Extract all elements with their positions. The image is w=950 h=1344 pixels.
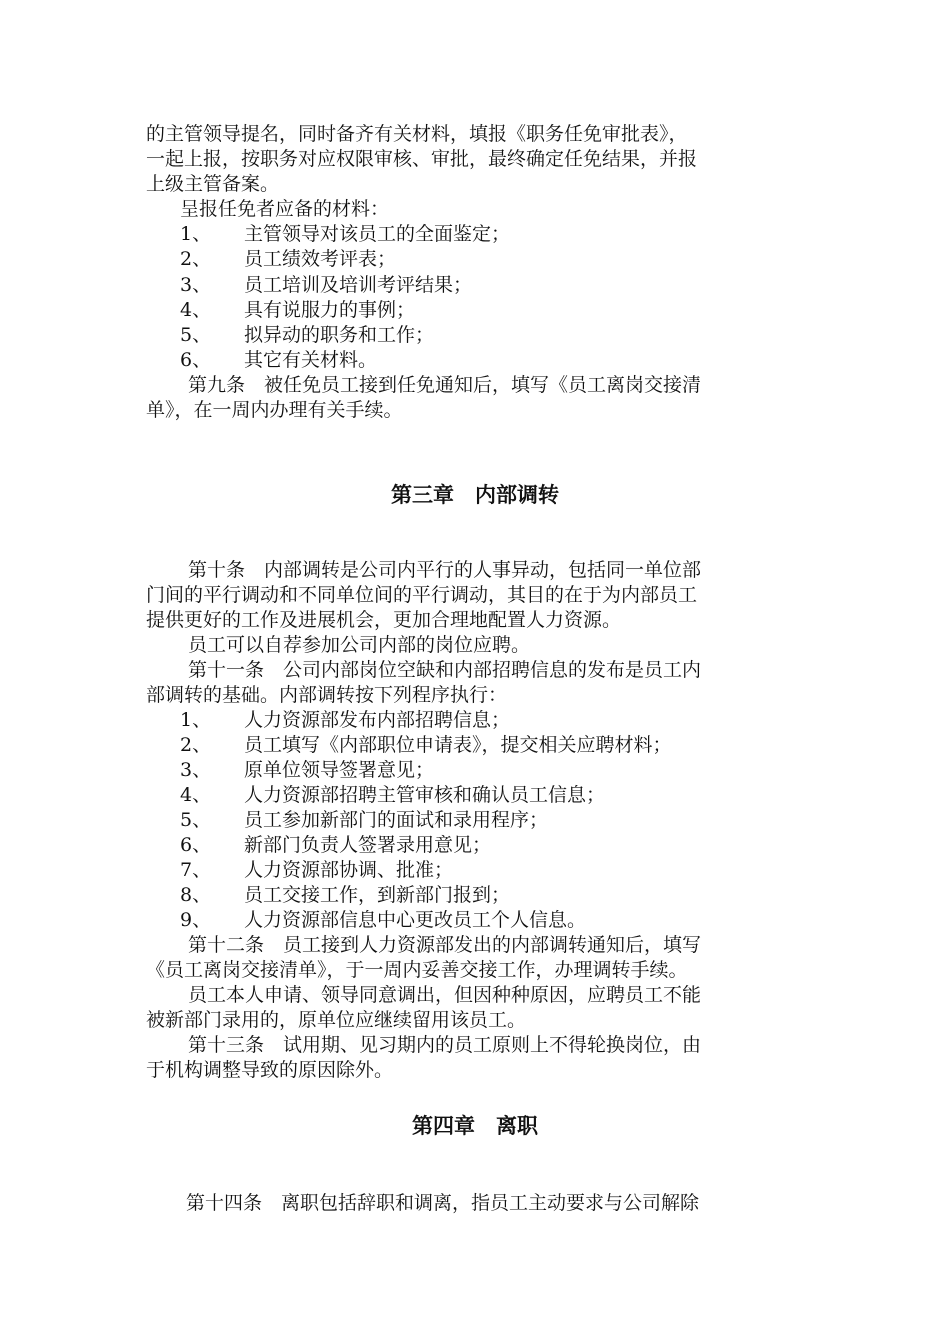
paragraph-line: 上级主管备案。 <box>146 173 280 195</box>
chapter-4-heading: 第四章 离职 <box>412 1114 538 1138</box>
list-item-text: 具有说服力的事例； <box>244 299 416 321</box>
list-item <box>180 883 840 907</box>
list-item <box>180 908 840 932</box>
paragraph-line: 的主管领导提名，同时备齐有关材料，填报《职务任免审批表》， <box>146 123 688 145</box>
retain-line: 被新部门录用的，原单位应继续留用该员工。 <box>146 1009 527 1031</box>
list-item <box>180 247 840 271</box>
list-item <box>180 858 840 882</box>
article-9-line: 单》，在一周内办理有关手续。 <box>146 399 403 421</box>
article-12-line: 第十二条 员工接到人力资源部发出的内部调转通知后，填写 <box>188 934 702 956</box>
list-item <box>180 733 840 757</box>
list-item-number: 2、 <box>180 734 212 756</box>
list-item <box>180 808 840 832</box>
list-item-number: 1、 <box>180 223 212 245</box>
list-item-number: 4、 <box>180 784 212 806</box>
list-item-text: 拟异动的职务和工作； <box>244 324 435 346</box>
list-item-number: 9、 <box>180 909 212 931</box>
article-13-line: 于机构调整导致的原因除外。 <box>146 1059 394 1081</box>
materials-intro: 呈报任免者应备的材料： <box>180 198 390 220</box>
list-item-number: 2、 <box>180 248 212 270</box>
list-item-number: 7、 <box>180 859 212 881</box>
list-item-text: 员工绩效考评表； <box>244 248 397 270</box>
paragraph-line: 一起上报，按职务对应权限审核、审批，最终确定任免结果，并报 <box>146 148 698 170</box>
list-item-text: 人力资源部发布内部招聘信息； <box>244 709 511 731</box>
list-item <box>180 348 840 372</box>
list-item <box>180 222 840 246</box>
list-item-number: 3、 <box>180 759 212 781</box>
article-13-line: 第十三条 试用期、见习期内的员工原则上不得轮换岗位，由 <box>188 1034 702 1056</box>
list-item-text: 员工参加新部门的面试和录用程序； <box>244 809 549 831</box>
list-item-number: 3、 <box>180 274 212 296</box>
list-item-number: 8、 <box>180 884 212 906</box>
article-12-line: 《员工离岗交接清单》，于一周内妥善交接工作，办理调转手续。 <box>146 959 688 981</box>
list-item-number: 6、 <box>180 349 212 371</box>
retain-line: 员工本人申请、领导同意调出，但因种种原因，应聘员工不能 <box>188 984 702 1006</box>
list-item-text: 主管领导对该员工的全面鉴定； <box>244 223 511 245</box>
list-item-text: 人力资源部协调、批准； <box>244 859 454 881</box>
list-item-text: 人力资源部招聘主管审核和确认员工信息； <box>244 784 606 806</box>
article-10-line: 第十条 内部调转是公司内平行的人事异动，包括同一单位部 <box>188 559 702 581</box>
article-9-line: 第九条 被任免员工接到任免通知后，填写《员工离岗交接清 <box>188 374 702 396</box>
article-14-line: 第十四条 离职包括辞职和调离，指员工主动要求与公司解除 <box>186 1192 700 1214</box>
list-item <box>180 273 840 297</box>
list-item-text: 员工交接工作，到新部门报到； <box>244 884 511 906</box>
list-item-text: 人力资源部信息中心更改员工个人信息。 <box>244 909 587 931</box>
list-item <box>180 758 840 782</box>
list-item-number: 5、 <box>180 809 212 831</box>
list-item <box>180 783 840 807</box>
chapter-3-heading: 第三章 内部调转 <box>391 483 559 507</box>
list-item-text: 员工填写《内部职位申请表》，提交相关应聘材料； <box>244 734 672 756</box>
list-item-text: 其它有关材料。 <box>244 349 378 371</box>
list-item-text: 原单位领导签署意见； <box>244 759 435 781</box>
article-11-line: 第十一条 公司内部岗位空缺和内部招聘信息的发布是员工内 <box>188 659 702 681</box>
list-item-number: 1、 <box>180 709 212 731</box>
list-item <box>180 708 840 732</box>
list-item-text: 新部门负责人签署录用意见； <box>244 834 492 856</box>
article-10-line: 提供更好的工作及进展机会，更加合理地配置人力资源。 <box>146 609 622 631</box>
list-item-number: 5、 <box>180 324 212 346</box>
list-item-number: 4、 <box>180 299 212 321</box>
list-item <box>180 298 840 322</box>
list-item <box>180 323 840 347</box>
article-11-line: 部调转的基础。内部调转按下列程序执行： <box>146 684 508 706</box>
list-item-number: 6、 <box>180 834 212 856</box>
list-item-text: 员工培训及培训考评结果； <box>244 274 473 296</box>
self-recommend-line: 员工可以自荐参加公司内部的岗位应聘。 <box>188 634 531 656</box>
article-10-line: 门间的平行调动和不同单位间的平行调动，其目的在于为内部员工 <box>146 584 698 606</box>
list-item <box>180 833 840 857</box>
